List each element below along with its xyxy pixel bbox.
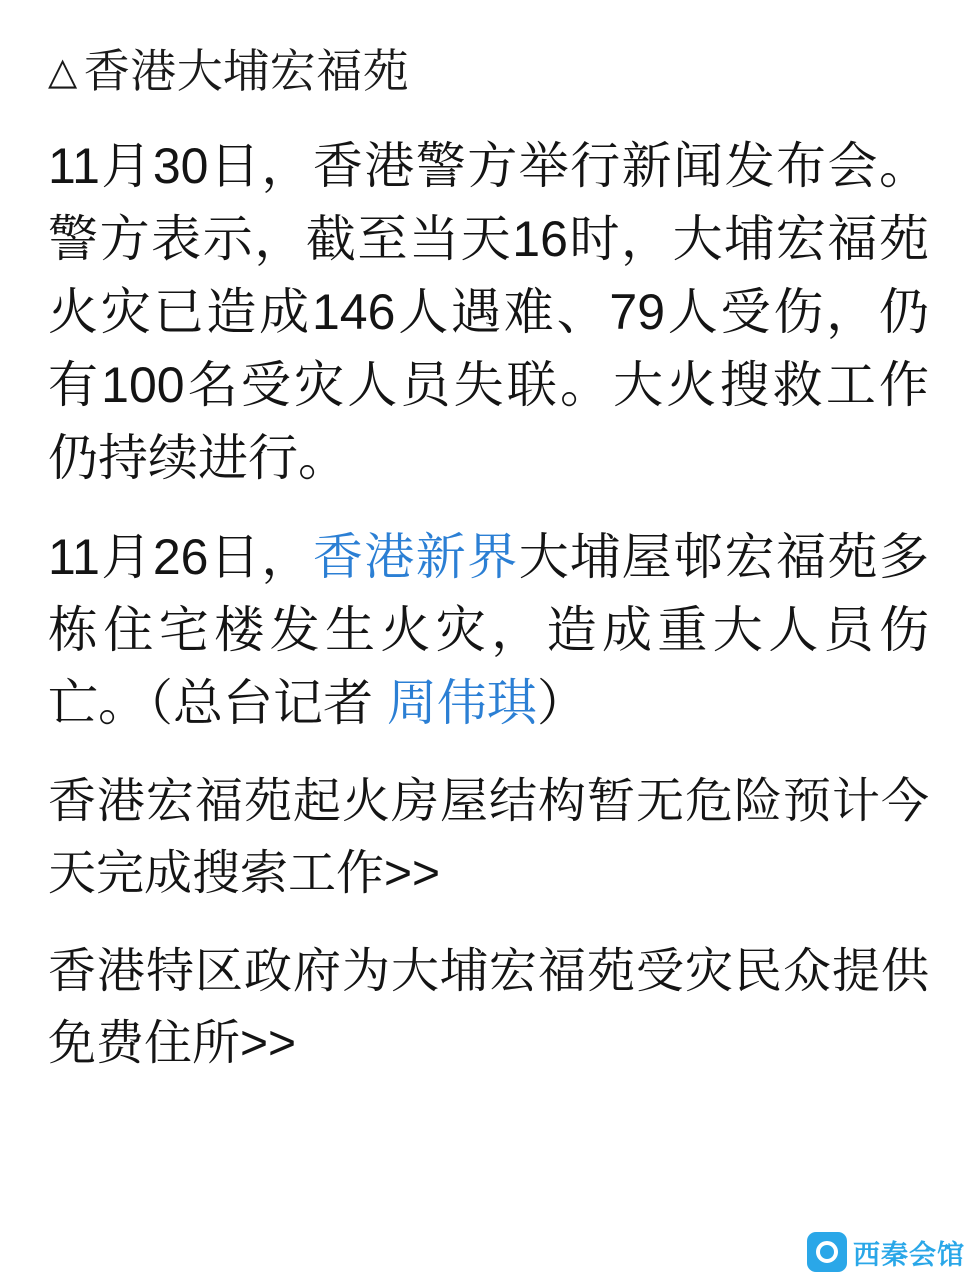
paragraph-2-mid: 大埔屋邨宏福苑多栋住宅楼发生火灾，造成重大人员伤亡。（总台记者	[48, 529, 930, 732]
watermark-label: 西秦会馆	[853, 1239, 965, 1270]
headline-text: 香港大埔宏福苑	[83, 45, 410, 97]
reporter-name-link[interactable]: 周伟琪	[386, 675, 537, 732]
paragraph-2-pre: 11月26日，	[48, 529, 313, 586]
related-link-1[interactable]: 香港宏福苑起火房屋结构暂无危险预计今天完成搜索工作>>	[48, 775, 929, 901]
related-link-2[interactable]: 香港特区政府为大埔宏福苑受灾民众提供免费住所>>	[48, 945, 929, 1071]
watermark-logo-icon	[807, 1232, 847, 1272]
article-paragraph-1: 11月30日，香港警方举行新闻发布会。警方表示，截至当天16时，大埔宏福苑火灾已造成146人遇难、79人受伤，仍有100名受灾人员失联。大火搜救工作仍持续进行。	[48, 138, 929, 487]
watermark	[807, 1232, 965, 1272]
triangle-marker-icon: △	[48, 51, 78, 93]
page-title	[48, 40, 929, 102]
paragraph-2-post: ）	[536, 675, 587, 732]
article-paragraph-2	[48, 521, 929, 740]
hongkong-newterritories-link[interactable]: 香港新界	[312, 529, 519, 586]
